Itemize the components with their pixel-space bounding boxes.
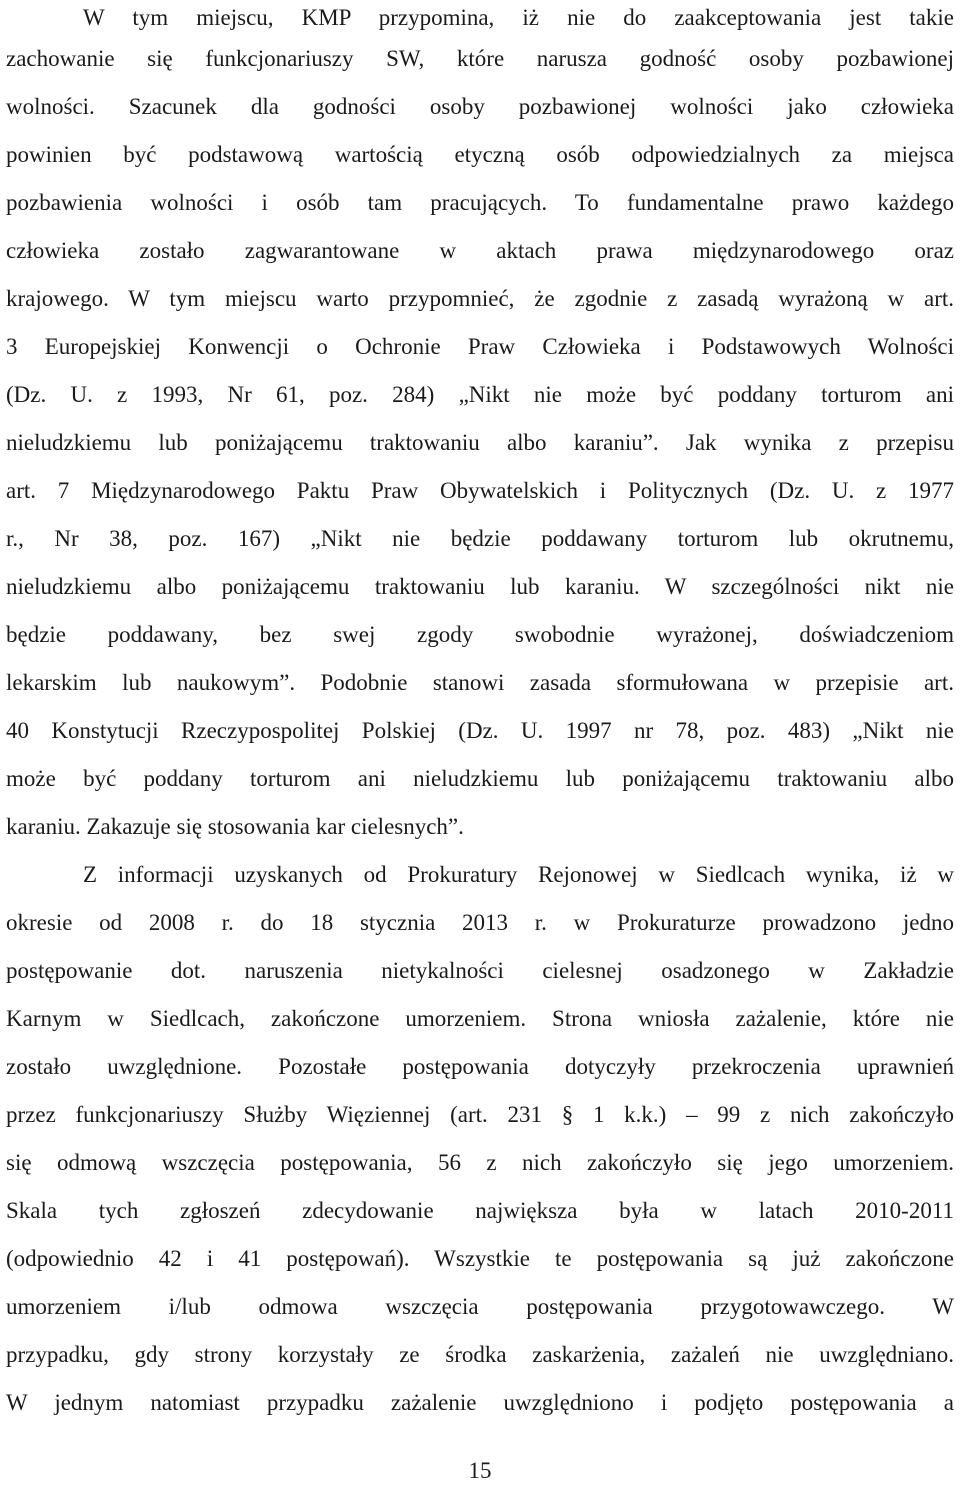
text-line: W tym miejscu, KMP przypomina, iż nie do zaakceptowania jest takie (83, 5, 954, 30)
text-line: lekarskim lub naukowym”. Podobnie stanowi zasada sformułowana w przepisie art. (6, 670, 954, 695)
text-line: będzie poddawany, bez swej zgody swobodnie wyrażonej, doświadczeniom (6, 622, 954, 647)
text-line: W jednym natomiast przypadku zażalenie uwzględniono i podjęto postępowania a (6, 1390, 954, 1415)
text-line: Z informacji uzyskanych od Prokuratury Rejonowej w Siedlcach wynika, iż w (83, 862, 954, 887)
text-line: okresie od 2008 r. do 18 stycznia 2013 r. w Prokuraturze prowadzono jedno (6, 910, 954, 935)
text-line: postępowanie dot. naruszenia nietykalności cielesnej osadzonego w Zakładzie (6, 958, 954, 983)
text-line: pozbawienia wolności i osób tam pracujących. To fundamentalne prawo każdego (6, 190, 954, 215)
text-line: 40 Konstytucji Rzeczypospolitej Polskiej (Dz. U. 1997 nr 78, poz. 483) „Nikt nie (6, 718, 954, 743)
text-line: wolności. Szacunek dla godności osoby pozbawionej wolności jako człowieka (6, 94, 954, 119)
text-line: przez funkcjonariuszy Służby Więziennej (art. 231 § 1 k.k.) – 99 z nich zakończyło (6, 1102, 954, 1127)
text-line: może być poddany torturom ani nieludzkiemu lub poniżającemu traktowaniu albo (6, 766, 954, 791)
text-line: się odmową wszczęcia postępowania, 56 z nich zakończyło się jego umorzeniem. (6, 1150, 954, 1175)
text-line: art. 7 Międzynarodowego Paktu Praw Obywatelskich i Politycznych (Dz. U. z 1977 (6, 478, 954, 503)
text-line: umorzeniem i/lub odmowa wszczęcia postępowania przygotowawczego. W (6, 1294, 954, 1319)
text-line: powinien być podstawową wartością etyczną osób odpowiedzialnych za miejsca (6, 142, 954, 167)
text-line: (Dz. U. z 1993, Nr 61, poz. 284) „Nikt nie może być poddany torturom ani (6, 382, 954, 407)
text-line: Karnym w Siedlcach, zakończone umorzeniem. Strona wniosła zażalenie, które nie (6, 1006, 954, 1031)
text-line: 3 Europejskiej Konwencji o Ochronie Praw Człowieka i Podstawowych Wolności (6, 334, 954, 359)
text-line: człowieka zostało zagwarantowane w aktach prawa międzynarodowego oraz (6, 238, 954, 263)
text-line: karaniu. Zakazuje się stosowania kar cielesnych”. (6, 814, 464, 839)
text-line: nieludzkiemu lub poniżającemu traktowaniu albo karaniu”. Jak wynika z przepisu (6, 430, 954, 455)
text-line: nieludzkiemu albo poniżającemu traktowaniu lub karaniu. W szczególności nikt nie (6, 574, 954, 599)
text-line: r., Nr 38, poz. 167) „Nikt nie będzie poddawany torturom lub okrutnemu, (6, 526, 954, 551)
text-line: (odpowiednio 42 i 41 postępowań). Wszystkie te postępowania są już zakończone (6, 1246, 954, 1271)
text-line: przypadku, gdy strony korzystały ze środka zaskarżenia, zażaleń nie uwzględniano. (6, 1342, 954, 1367)
text-line: zostało uwzględnione. Pozostałe postępowania dotyczyły przekroczenia uprawnień (6, 1054, 954, 1079)
text-line: krajowego. W tym miejscu warto przypomnieć, że zgodnie z zasadą wyrażoną w art. (6, 286, 954, 311)
text-line: Skala tych zgłoszeń zdecydowanie największa była w latach 2010-2011 (6, 1198, 954, 1223)
page-number: 15 (468, 1458, 492, 1483)
text-line: zachowanie się funkcjonariuszy SW, które narusza godność osoby pozbawionej (6, 46, 954, 71)
